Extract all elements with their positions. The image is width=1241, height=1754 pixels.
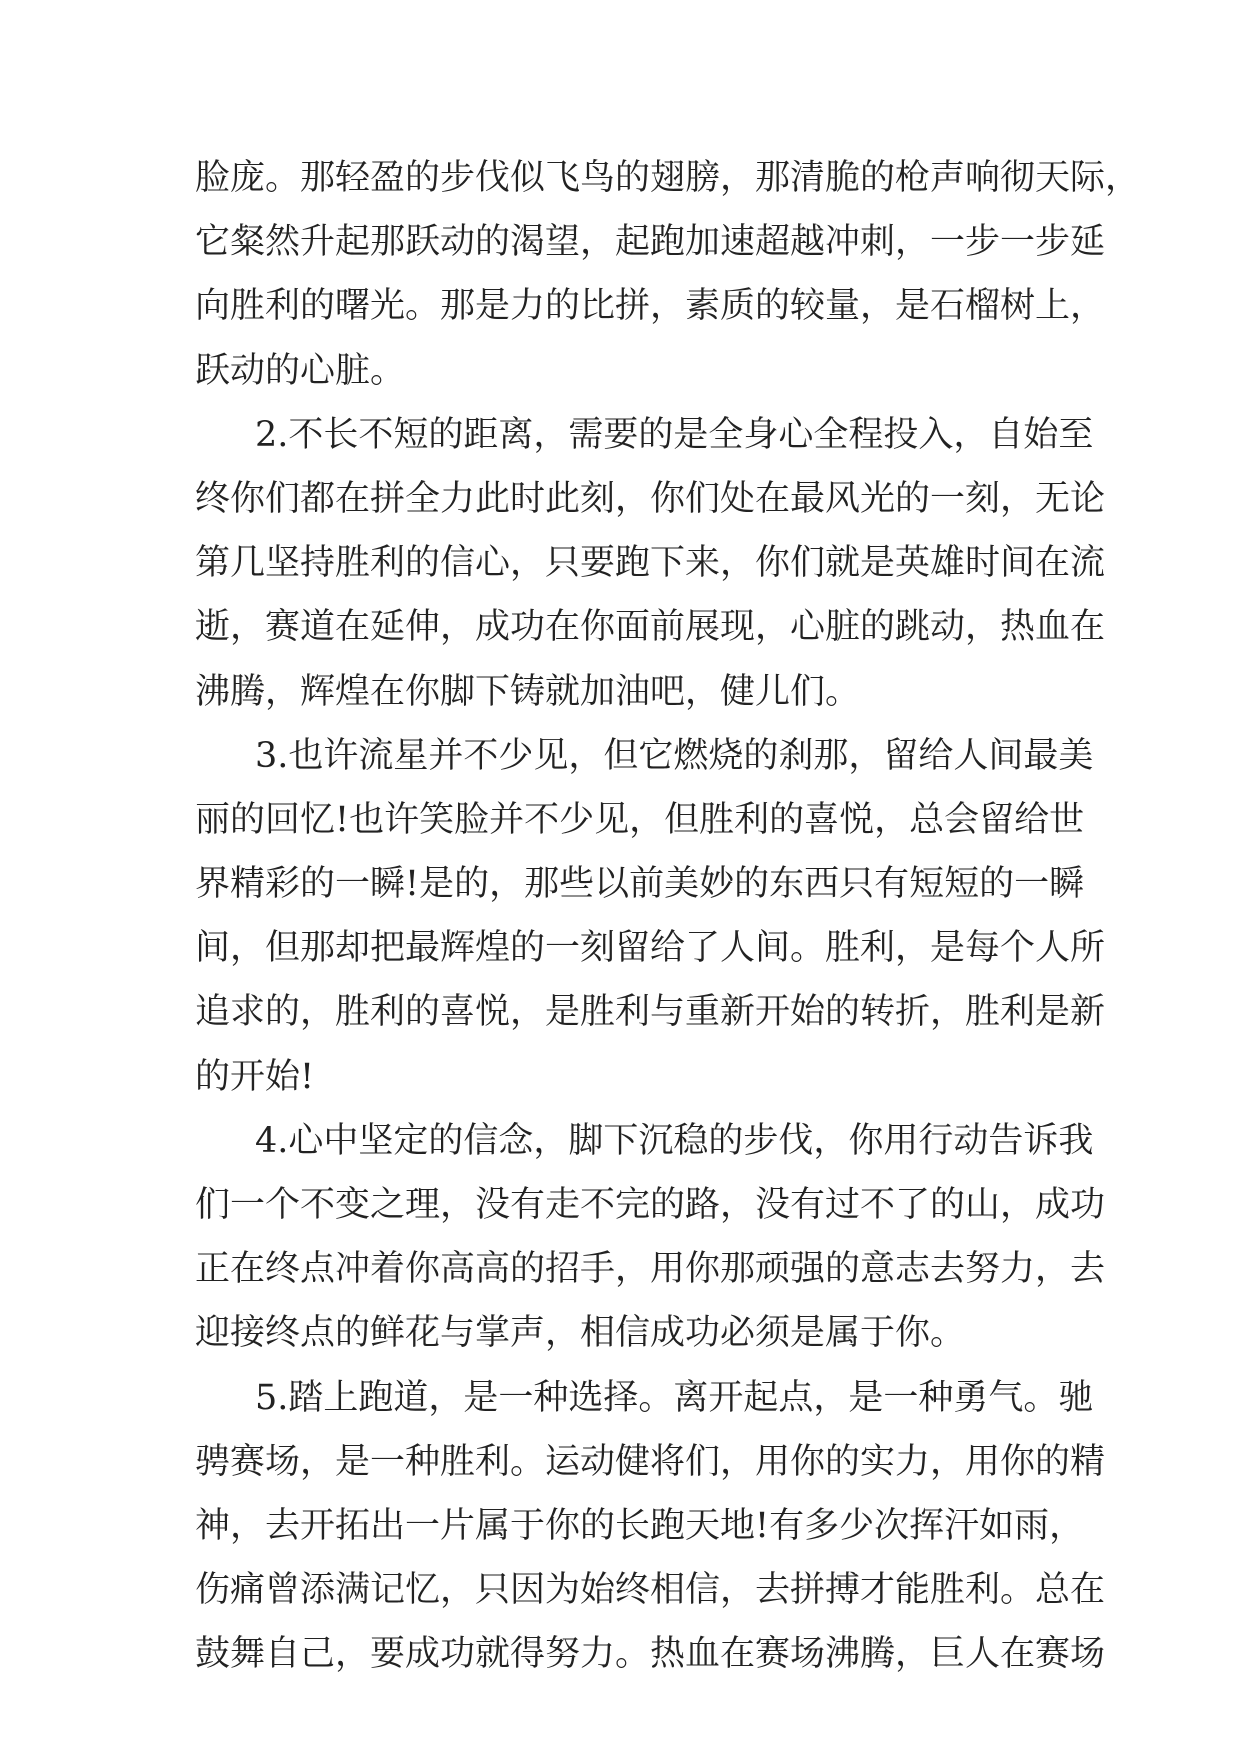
text-line: 的开始! [195,1056,315,1097]
text-line: 逝，赛道在延伸，成功在你面前展现，心脏的跳动，热血在 [195,607,1106,648]
text-line: 向胜利的曙光。那是力的比拼，素质的较量，是石榴树上， [195,286,1106,327]
text-line: 脸庞。那轻盈的步伐似飞鸟的翅膀，那清脆的枪声响彻天际， [195,158,1141,198]
text-line: 跃动的心脏。 [195,350,406,391]
text-line: 迎接终点的鲜花与掌声，相信成功必须是属于你。 [195,1313,966,1354]
text-line: 它粲然升起那跃动的渴望，起跑加速超越冲刺，一步一步延 [195,222,1106,263]
text-line: 神，去开拓出一片属于你的长跑天地!有多少次挥汗如雨， [195,1505,1085,1546]
text-line: 丽的回忆!也许笑脸并不少见，但胜利的喜悦，总会留给世 [195,799,1085,840]
text-line: 正在终点冲着你高高的招手，用你那顽强的意志去努力，去 [195,1249,1106,1290]
text-line: 们一个不变之理，没有走不完的路，没有过不了的山，成功 [195,1185,1106,1225]
text-line: 间，但那却把最辉煌的一刻留给了人间。胜利，是每个人所 [195,928,1106,969]
text-line: 骋赛场，是一种胜利。运动健将们，用你的实力，用你的精 [195,1441,1106,1482]
text-line: 3.也许流星并不少见，但它燃烧的刹那，留给人间最美 [255,735,1094,776]
text-line: 4.心中坚定的信念，脚下沉稳的步伐，你用行动告诉我 [255,1120,1094,1161]
text-line: 伤痛曾添满记忆，只因为始终相信，去拼搏才能胜利。总在 [195,1570,1106,1611]
text-line: 鼓舞自己，要成功就得努力。热血在赛场沸腾，巨人在赛场 [195,1634,1106,1675]
text-line: 界精彩的一瞬!是的，那些以前美妙的东西只有短短的一瞬 [195,864,1085,905]
text-line: 终你们都在拼全力此时此刻，你们处在最风光的一刻，无论 [195,478,1106,519]
text-line: 5.踏上跑道，是一种选择。离开起点，是一种勇气。驰 [255,1377,1094,1418]
text-line: 第几坚持胜利的信心，只要跑下来，你们就是英雄时间在流 [195,543,1106,584]
document-body-text [195,146,1141,1687]
text-line: 追求的，胜利的喜悦，是胜利与重新开始的转折，胜利是新 [195,992,1106,1033]
text-line: 2.不长不短的距离，需要的是全身心全程投入，自始至 [255,414,1094,455]
text-line: 沸腾，辉煌在你脚下铸就加油吧，健儿们。 [195,671,861,712]
